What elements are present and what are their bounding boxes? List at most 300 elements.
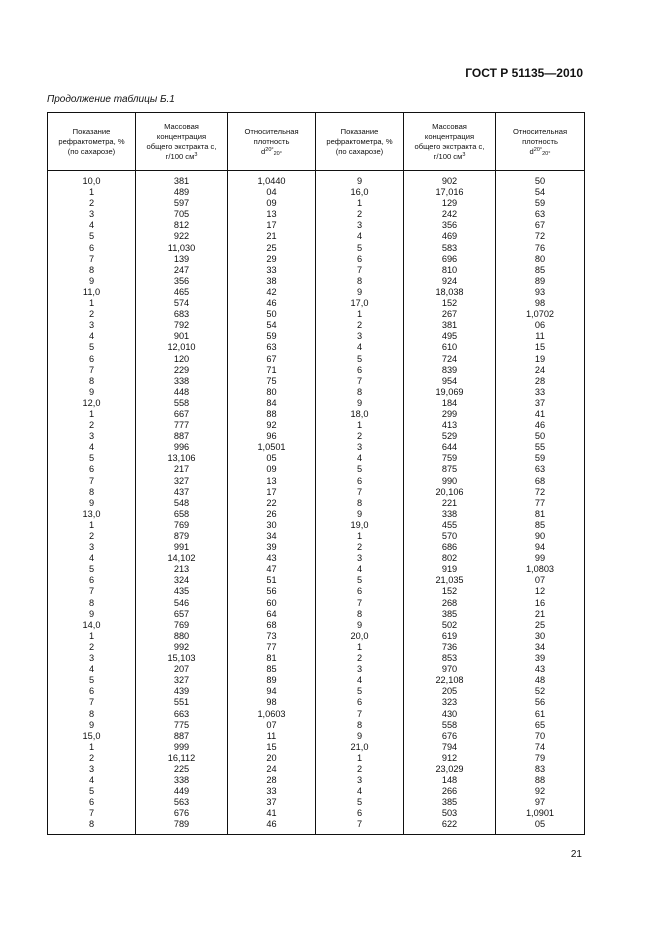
table-cell: 7 — [356, 708, 363, 719]
table-cell: 9 — [356, 508, 363, 519]
table-cell: 7 — [356, 597, 363, 608]
table-cell: 3 — [356, 331, 363, 342]
table-cell: 622 — [441, 819, 458, 830]
table-cell: 6 — [88, 353, 95, 364]
table-cell: 435 — [173, 586, 190, 597]
table-cell: 81 — [534, 508, 546, 519]
table-cell: 381 — [441, 320, 458, 331]
table-cell: 21,035 — [435, 575, 464, 586]
table-cell: 61 — [534, 708, 546, 719]
table-cell: 1 — [88, 408, 95, 419]
table-cell: 1,0702 — [525, 309, 555, 320]
table-cell: 657 — [173, 608, 190, 619]
table-cell: 96 — [266, 431, 277, 442]
table-cell: 991 — [173, 542, 190, 553]
table-cell: 13,0 — [82, 508, 101, 519]
table-cell: 558 — [441, 719, 458, 730]
table-cell: 55 — [534, 442, 546, 453]
table-cell: 13,106 — [167, 453, 196, 464]
table-cell: 17,0 — [350, 298, 369, 309]
table-cell: 5 — [88, 564, 95, 575]
table-cell: 75 — [266, 375, 277, 386]
table-cell: 705 — [173, 209, 190, 220]
table-cell: 769 — [173, 619, 190, 630]
table-cell: 583 — [441, 242, 458, 253]
table-cell: 574 — [173, 298, 190, 309]
table-cell: 70 — [534, 730, 546, 741]
table-cell: 07 — [266, 719, 277, 730]
table-cell: 9 — [88, 386, 95, 397]
table-cell: 8 — [88, 264, 95, 275]
table-cell: 72 — [534, 231, 546, 242]
table-cell: 68 — [266, 619, 277, 630]
table-cell: 11,0 — [82, 286, 101, 297]
table-cell: 327 — [173, 475, 190, 486]
table-cell: 59 — [534, 198, 546, 209]
column-refractometer — [48, 171, 136, 835]
table-cell: 80 — [534, 253, 546, 264]
table-cell: 242 — [441, 209, 458, 220]
table-cell: 1 — [356, 420, 363, 431]
table-cell: 413 — [441, 420, 458, 431]
table-cell: 152 — [441, 586, 458, 597]
table-cell: 39 — [266, 542, 277, 553]
table-cell: 16,0 — [350, 187, 369, 198]
table-body-row — [48, 171, 585, 835]
table-cell: 327 — [173, 675, 190, 686]
table-cell: 217 — [173, 464, 190, 475]
table-cell: 3 — [356, 775, 363, 786]
table-cell: 385 — [441, 797, 458, 808]
table-cell: 5 — [88, 453, 95, 464]
table-cell: 92 — [266, 420, 277, 431]
table-cell: 16 — [534, 597, 546, 608]
table-cell: 323 — [441, 697, 458, 708]
table-cell: 09 — [266, 198, 277, 209]
table-cell: 794 — [441, 741, 458, 752]
header-refractometer: Показание рефрактометра, % (по сахарозе) — [48, 113, 136, 171]
table-cell: 09 — [266, 464, 277, 475]
table-cell: 39 — [534, 653, 546, 664]
table-cell: 667 — [173, 408, 190, 419]
table-cell: 221 — [441, 497, 458, 508]
table-cell: 11 — [535, 331, 545, 342]
table-cell: 16,112 — [167, 752, 196, 763]
table-cell: 338 — [173, 775, 190, 786]
table-cell: 72 — [534, 486, 546, 497]
table-cell: 85 — [534, 264, 546, 275]
table-cell: 20 — [266, 752, 277, 763]
table-cell: 9 — [356, 397, 363, 408]
table-cell: 50 — [266, 309, 277, 320]
table-cell: 696 — [441, 253, 458, 264]
table-cell: 38 — [266, 275, 277, 286]
table-cell: 999 — [173, 741, 190, 752]
table-cell: 5 — [356, 686, 363, 697]
table-cell: 06 — [534, 320, 546, 331]
table-cell: 37 — [534, 397, 546, 408]
table-cell: 29 — [266, 253, 277, 264]
table-cell: 2 — [88, 309, 95, 320]
table-cell: 34 — [534, 641, 546, 652]
table-cell: 8 — [88, 375, 95, 386]
header-relative-density: Относительная плотность d20°20° — [228, 113, 316, 171]
table-cell: 597 — [173, 198, 190, 209]
table-cell: 63 — [534, 464, 546, 475]
table-cell: 759 — [441, 453, 458, 464]
table-cell: 67 — [266, 353, 277, 364]
table-cell: 9 — [88, 608, 95, 619]
table-cell: 97 — [534, 797, 546, 808]
table-cell: 338 — [173, 375, 190, 386]
table-cell: 50 — [534, 431, 546, 442]
table-cell: 34 — [266, 531, 277, 541]
table-caption: Продолжение таблицы Б.1 — [47, 94, 175, 105]
table-cell: 6 — [88, 686, 95, 697]
table-cell: 25 — [534, 619, 546, 630]
table-cell: 4 — [88, 664, 95, 675]
table-cell: 356 — [173, 275, 190, 286]
table-cell: 50 — [534, 176, 546, 186]
table-cell: 9 — [356, 286, 363, 297]
table-cell: 07 — [534, 575, 546, 586]
table-cell: 17,016 — [435, 187, 464, 198]
table-cell: 2 — [356, 542, 363, 553]
table-cell: 92 — [534, 786, 546, 797]
table-cell: 1 — [88, 630, 95, 641]
table-cell: 229 — [173, 364, 190, 375]
table-cell: 1,0603 — [257, 708, 286, 719]
table-cell: 9 — [356, 619, 363, 630]
table-cell: 663 — [173, 708, 190, 719]
table-cell: 98 — [534, 298, 546, 309]
table-cell: 6 — [88, 464, 95, 475]
table-cell: 6 — [356, 475, 363, 486]
table-cell: 148 — [441, 775, 458, 786]
table-cell: 65 — [534, 719, 546, 730]
table-cell: 266 — [441, 786, 458, 797]
table-cell: 430 — [441, 708, 458, 719]
table-cell: 4 — [356, 231, 363, 242]
document-id: ГОСТ Р 51135—2010 — [465, 66, 583, 80]
table-cell: 686 — [441, 542, 458, 553]
table-cell: 5 — [88, 786, 95, 797]
table-cell: 901 — [173, 331, 190, 342]
table-cell: 1 — [88, 519, 95, 530]
table-cell: 21 — [534, 608, 546, 619]
table-cell: 3 — [356, 442, 363, 453]
table-cell: 63 — [266, 342, 277, 353]
table-cell: 26 — [266, 508, 277, 519]
table-cell: 610 — [441, 342, 458, 353]
table-cell: 970 — [441, 664, 458, 675]
table-cell: 1 — [88, 741, 95, 752]
table-cell: 4 — [356, 453, 363, 464]
table-cell: 465 — [173, 286, 190, 297]
table-cell: 4 — [88, 331, 95, 342]
table-cell: 489 — [173, 187, 190, 198]
table-cell: 19 — [534, 353, 546, 364]
table-cell: 12,0 — [82, 397, 101, 408]
table-cell: 90 — [534, 531, 546, 541]
table-cell: 225 — [173, 763, 190, 774]
table-cell: 3 — [88, 431, 95, 442]
table-cell: 43 — [534, 664, 546, 675]
table-cell: 48 — [534, 675, 546, 686]
table-cell: 912 — [441, 752, 458, 763]
table-cell: 8 — [88, 486, 95, 497]
table-cell: 30 — [266, 519, 277, 530]
table-cell: 22 — [266, 497, 277, 508]
table-cell: 46 — [266, 298, 277, 309]
table-cell: 8 — [88, 597, 95, 608]
table-cell: 64 — [266, 608, 277, 619]
table-cell: 6 — [356, 697, 363, 708]
table-cell: 7 — [88, 808, 95, 819]
table-cell: 24 — [534, 364, 546, 375]
table-cell: 85 — [534, 519, 546, 530]
table-cell: 7 — [88, 253, 95, 264]
table-cell: 2 — [356, 653, 363, 664]
table-cell: 879 — [173, 531, 190, 541]
table-cell: 619 — [441, 630, 458, 641]
table-cell: 05 — [534, 819, 546, 830]
table-cell: 5 — [88, 675, 95, 686]
table-cell: 51 — [266, 575, 277, 586]
table-cell: 2 — [88, 641, 95, 652]
table-cell: 5 — [88, 342, 95, 353]
table-cell: 19,0 — [350, 519, 369, 530]
table-cell: 381 — [173, 176, 190, 186]
table-cell: 1 — [356, 198, 363, 209]
table-cell: 8 — [356, 275, 363, 286]
table-cell: 21,0 — [350, 741, 369, 752]
header-mass-concentration-2: Массовая концентрация общего экстракта с, г/100 см3 — [404, 113, 496, 171]
table-cell: 13 — [266, 209, 277, 220]
table-cell: 875 — [441, 464, 458, 475]
table-cell: 10,0 — [82, 176, 101, 186]
table-cell: 85 — [266, 664, 277, 675]
table-cell: 990 — [441, 475, 458, 486]
table-cell: 5 — [356, 575, 363, 586]
column-refractometer-2 — [316, 171, 404, 835]
table-cell: 839 — [441, 364, 458, 375]
table-cell: 810 — [441, 264, 458, 275]
table-cell: 529 — [441, 431, 458, 442]
table-cell: 503 — [441, 808, 458, 819]
column-relative-density — [228, 171, 316, 835]
table-cell: 59 — [534, 453, 546, 464]
table-cell: 213 — [173, 564, 190, 575]
table-cell: 2 — [88, 531, 95, 541]
table-cell: 33 — [266, 786, 277, 797]
table-cell: 2 — [356, 209, 363, 220]
table-cell: 437 — [173, 486, 190, 497]
column-mass-concentration-2 — [404, 171, 496, 835]
table-cell: 3 — [88, 320, 95, 331]
table-cell: 887 — [173, 730, 190, 741]
table-cell: 2 — [88, 752, 95, 763]
table-cell: 207 — [173, 664, 190, 675]
table-cell: 28 — [266, 775, 277, 786]
table-cell: 74 — [534, 741, 546, 752]
table-cell: 3 — [356, 220, 363, 231]
column-mass-concentration — [136, 171, 228, 835]
table-cell: 63 — [534, 209, 546, 220]
table-cell: 5 — [356, 242, 363, 253]
table-cell: 9 — [356, 176, 363, 186]
table-cell: 15 — [266, 741, 277, 752]
table-cell: 880 — [173, 630, 190, 641]
table-cell: 7 — [356, 819, 363, 830]
table-cell: 25 — [266, 242, 277, 253]
table-cell: 83 — [534, 763, 546, 774]
table-header-row — [48, 113, 585, 171]
table-cell: 3 — [88, 653, 95, 664]
table-cell: 24 — [266, 763, 277, 774]
table-cell: 41 — [534, 408, 546, 419]
table-cell: 46 — [534, 420, 546, 431]
table-cell: 548 — [173, 497, 190, 508]
table-cell: 54 — [266, 320, 277, 331]
table-cell: 18,0 — [350, 408, 369, 419]
table-cell: 11,030 — [167, 242, 196, 253]
table-cell: 152 — [441, 298, 458, 309]
header-relative-density-2: Относительная плотность d20°20° — [496, 113, 585, 171]
table-cell: 93 — [534, 286, 546, 297]
table-cell: 4 — [88, 553, 95, 564]
table-cell: 79 — [534, 752, 546, 763]
table-cell: 20,106 — [435, 486, 464, 497]
table-cell: 8 — [88, 819, 95, 830]
table-cell: 4 — [356, 342, 363, 353]
table-cell: 84 — [266, 397, 277, 408]
table-cell: 4 — [356, 675, 363, 686]
table-cell: 14,0 — [82, 619, 101, 630]
table-cell: 23,029 — [435, 763, 464, 774]
table-cell: 267 — [441, 309, 458, 320]
table-cell: 9 — [88, 275, 95, 286]
table-cell: 448 — [173, 386, 190, 397]
table-cell: 902 — [441, 176, 458, 186]
table-cell: 7 — [88, 364, 95, 375]
table-cell: 5 — [88, 231, 95, 242]
table-cell: 89 — [266, 675, 277, 686]
table-cell: 299 — [441, 408, 458, 419]
table-cell: 268 — [441, 597, 458, 608]
table-cell: 56 — [266, 586, 277, 597]
table-cell: 1 — [356, 309, 363, 320]
table-cell: 546 — [173, 597, 190, 608]
table-cell: 88 — [534, 775, 546, 786]
table-cell: 455 — [441, 519, 458, 530]
table-cell: 5 — [356, 353, 363, 364]
table-cell: 1 — [88, 298, 95, 309]
table-cell: 2 — [88, 198, 95, 209]
table-cell: 19,069 — [435, 386, 464, 397]
table-cell: 8 — [356, 386, 363, 397]
table-cell: 73 — [266, 630, 277, 641]
table-cell: 5 — [356, 464, 363, 475]
table-cell: 5 — [356, 797, 363, 808]
table-cell: 789 — [173, 819, 190, 830]
table-cell: 449 — [173, 786, 190, 797]
table-cell: 6 — [88, 797, 95, 808]
table-cell: 1,0440 — [257, 176, 286, 186]
table-cell: 769 — [173, 519, 190, 530]
table-cell: 139 — [173, 253, 190, 264]
table-cell: 2 — [356, 320, 363, 331]
table-cell: 22,108 — [435, 675, 464, 686]
table-cell: 8 — [356, 719, 363, 730]
table-cell: 60 — [266, 597, 277, 608]
table-cell: 644 — [441, 442, 458, 453]
table-cell: 30 — [534, 630, 546, 641]
header-refractometer-2: Показание рефрактометра, % (по сахарозе) — [316, 113, 404, 171]
table-cell: 47 — [266, 564, 277, 575]
table-cell: 59 — [266, 331, 277, 342]
table-cell: 1 — [88, 187, 95, 198]
table-cell: 563 — [173, 797, 190, 808]
table-cell: 17 — [266, 486, 277, 497]
table-cell: 120 — [173, 353, 190, 364]
table-cell: 43 — [266, 553, 277, 564]
table-cell: 77 — [534, 497, 546, 508]
table-cell: 99 — [534, 553, 546, 564]
table-cell: 3 — [356, 553, 363, 564]
table-cell: 8 — [356, 497, 363, 508]
table-cell: 4 — [88, 442, 95, 453]
table-cell: 1,0501 — [257, 442, 286, 453]
table-cell: 3 — [88, 763, 95, 774]
table-cell: 12 — [534, 586, 546, 597]
table-cell: 15,0 — [82, 730, 101, 741]
table-cell: 676 — [441, 730, 458, 741]
table-cell: 41 — [266, 808, 277, 819]
table-cell: 6 — [356, 808, 363, 819]
table-cell: 129 — [441, 198, 458, 209]
table-cell: 7 — [88, 586, 95, 597]
table-cell: 469 — [441, 231, 458, 242]
table-cell: 439 — [173, 686, 190, 697]
table-cell: 33 — [266, 264, 277, 275]
table-cell: 33 — [534, 386, 546, 397]
table-cell: 247 — [173, 264, 190, 275]
table-cell: 1,0803 — [525, 564, 555, 575]
table-cell: 7 — [356, 486, 363, 497]
table-cell: 18,038 — [435, 286, 464, 297]
table-cell: 2 — [356, 763, 363, 774]
table-cell: 89 — [534, 275, 546, 286]
table-cell: 954 — [441, 375, 458, 386]
table-cell: 2 — [88, 420, 95, 431]
table-cell: 71 — [266, 364, 277, 375]
table-cell: 3 — [356, 664, 363, 675]
table-cell: 385 — [441, 608, 458, 619]
table-cell: 4 — [356, 564, 363, 575]
table-cell: 52 — [534, 686, 546, 697]
table-cell: 502 — [441, 619, 458, 630]
table-cell: 21 — [266, 231, 277, 242]
table-cell: 887 — [173, 431, 190, 442]
table-cell: 777 — [173, 420, 190, 431]
table-cell: 9 — [88, 497, 95, 508]
table-cell: 11 — [266, 730, 277, 741]
table-cell: 7 — [88, 697, 95, 708]
table-cell: 4 — [88, 220, 95, 231]
table-cell: 1 — [356, 531, 363, 541]
table-cell: 17 — [266, 220, 277, 231]
